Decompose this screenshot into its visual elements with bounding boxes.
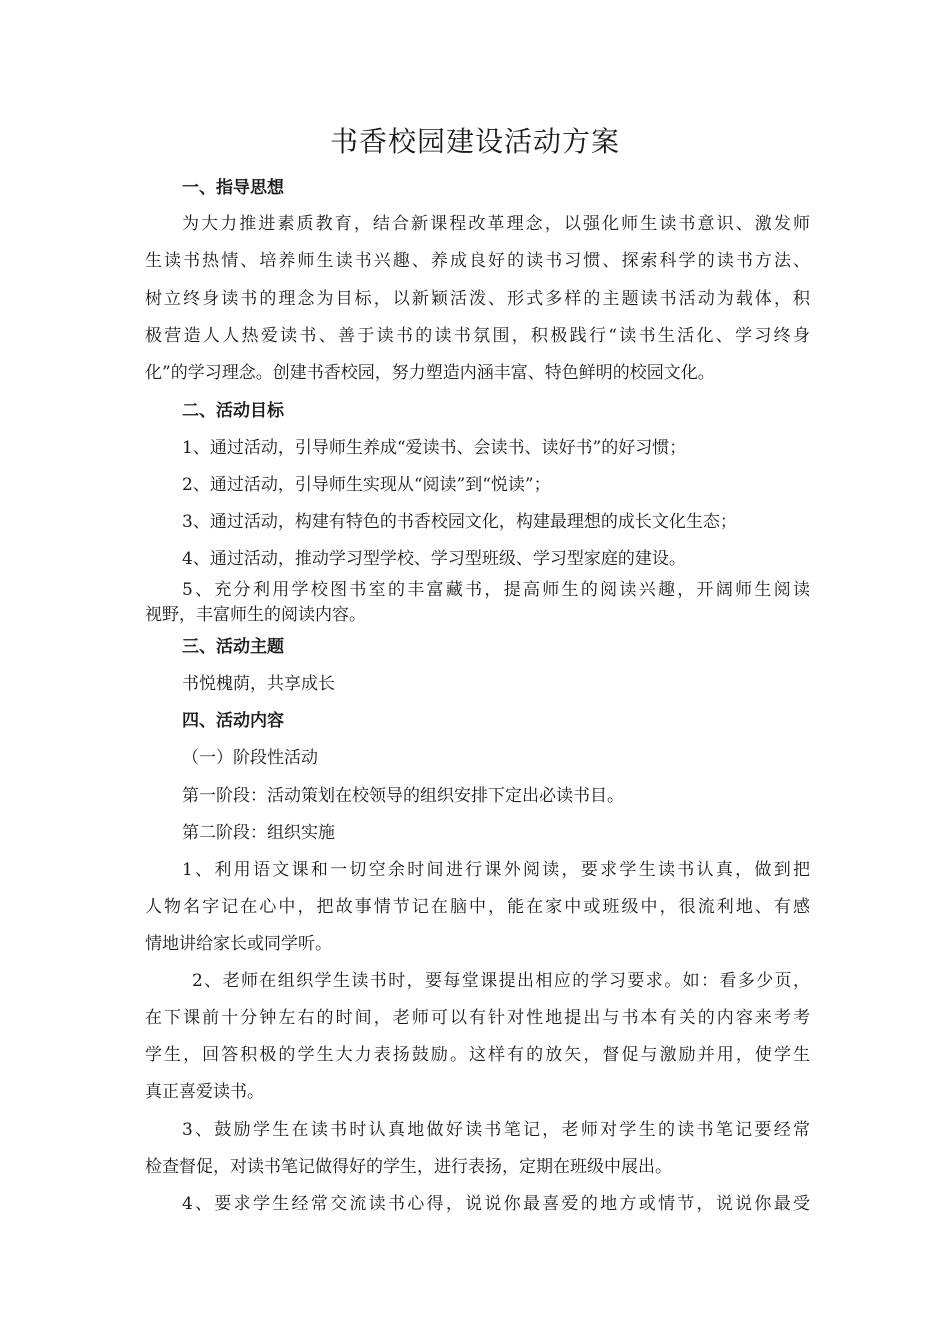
paragraph-line: 3、鼓励学生在读书时认真地做好读书笔记，老师对学生的读书笔记要经常 [182,1120,810,1140]
paragraph-line: 为大力推进素质教育，结合新课程改革理念，以强化师生读书意识、激发师 [182,214,810,234]
paragraph-line: 树立终身读书的理念为目标，以新颖活泼、形式多样的主题读书活动为载体，积 [145,289,810,309]
list-item: 5、充分利用学校图书室的丰富藏书，提高师生的阅读兴趣，开阔师生阅读 [182,580,810,600]
section-heading-goals: 二、活动目标 [182,401,284,421]
paragraph-line: 2、老师在组织学生读书时，要每堂课提出相应的学习要求。如：看多少页， [192,971,810,991]
section-heading-content: 四、活动内容 [182,711,284,731]
list-item-continuation: 视野，丰富师生的阅读内容。 [145,605,366,625]
theme-text: 书悦槐荫，共享成长 [182,674,335,694]
paragraph-line: 生读书热情、培养师生读书兴趣、养成良好的读书习惯、探索科学的读书方法、 [145,251,810,271]
list-item: 1、通过活动，引导师生养成“爱读书、会读书、读好书”的好习惯； [182,438,687,458]
section-heading-theme: 三、活动主题 [182,637,284,657]
paragraph-line: 化”的学习理念。创建书香校园，努力塑造内涵丰富、特色鲜明的校园文化。 [145,363,715,383]
subsection-heading: （一）阶段性活动 [182,748,318,768]
paragraph-line: 4、要求学生经常交流读书心得，说说你最喜爱的地方或情节，说说你最受 [182,1194,810,1214]
stage-line: 第一阶段：活动策划在校领导的组织安排下定出必读书目。 [182,786,624,806]
list-item: 2、通过活动，引导师生实现从“阅读”到“悦读”； [182,475,551,495]
paragraph-line: 真正喜爱读书。 [145,1082,264,1102]
paragraph-line: 学生，回答积极的学生大力表扬鼓励。这样有的放矢，督促与激励并用，使学生 [145,1045,810,1065]
paragraph-line: 极营造人人热爱读书、善于读书的读书氛围，积极践行“读书生活化、学习终身 [145,326,810,346]
stage-line: 第二阶段：组织实施 [182,823,335,843]
paragraph-line: 检查督促，对读书笔记做得好的学生，进行表扬，定期在班级中展出。 [145,1157,672,1177]
paragraph-line: 情地讲给家长或同学听。 [145,934,332,954]
paragraph-line: 在下课前十分钟左右的时间，老师可以有针对性地提出与书本有关的内容来考考 [145,1008,810,1028]
paragraph-line: 人物名字记在心中，把故事情节记在脑中，能在家中或班级中，很流利地、有感 [145,897,810,917]
section-heading-guiding-ideology: 一、指导思想 [182,178,284,198]
document-title: 书香校园建设活动方案 [329,125,620,158]
paragraph-line: 1、利用语文课和一切空余时间进行课外阅读，要求学生读书认真，做到把 [182,860,810,880]
list-item: 3、通过活动，构建有特色的书香校园文化，构建最理想的成长文化生态； [182,512,737,532]
list-item: 4、通过活动，推动学习型学校、学习型班级、学习型家庭的建设。 [182,549,686,569]
